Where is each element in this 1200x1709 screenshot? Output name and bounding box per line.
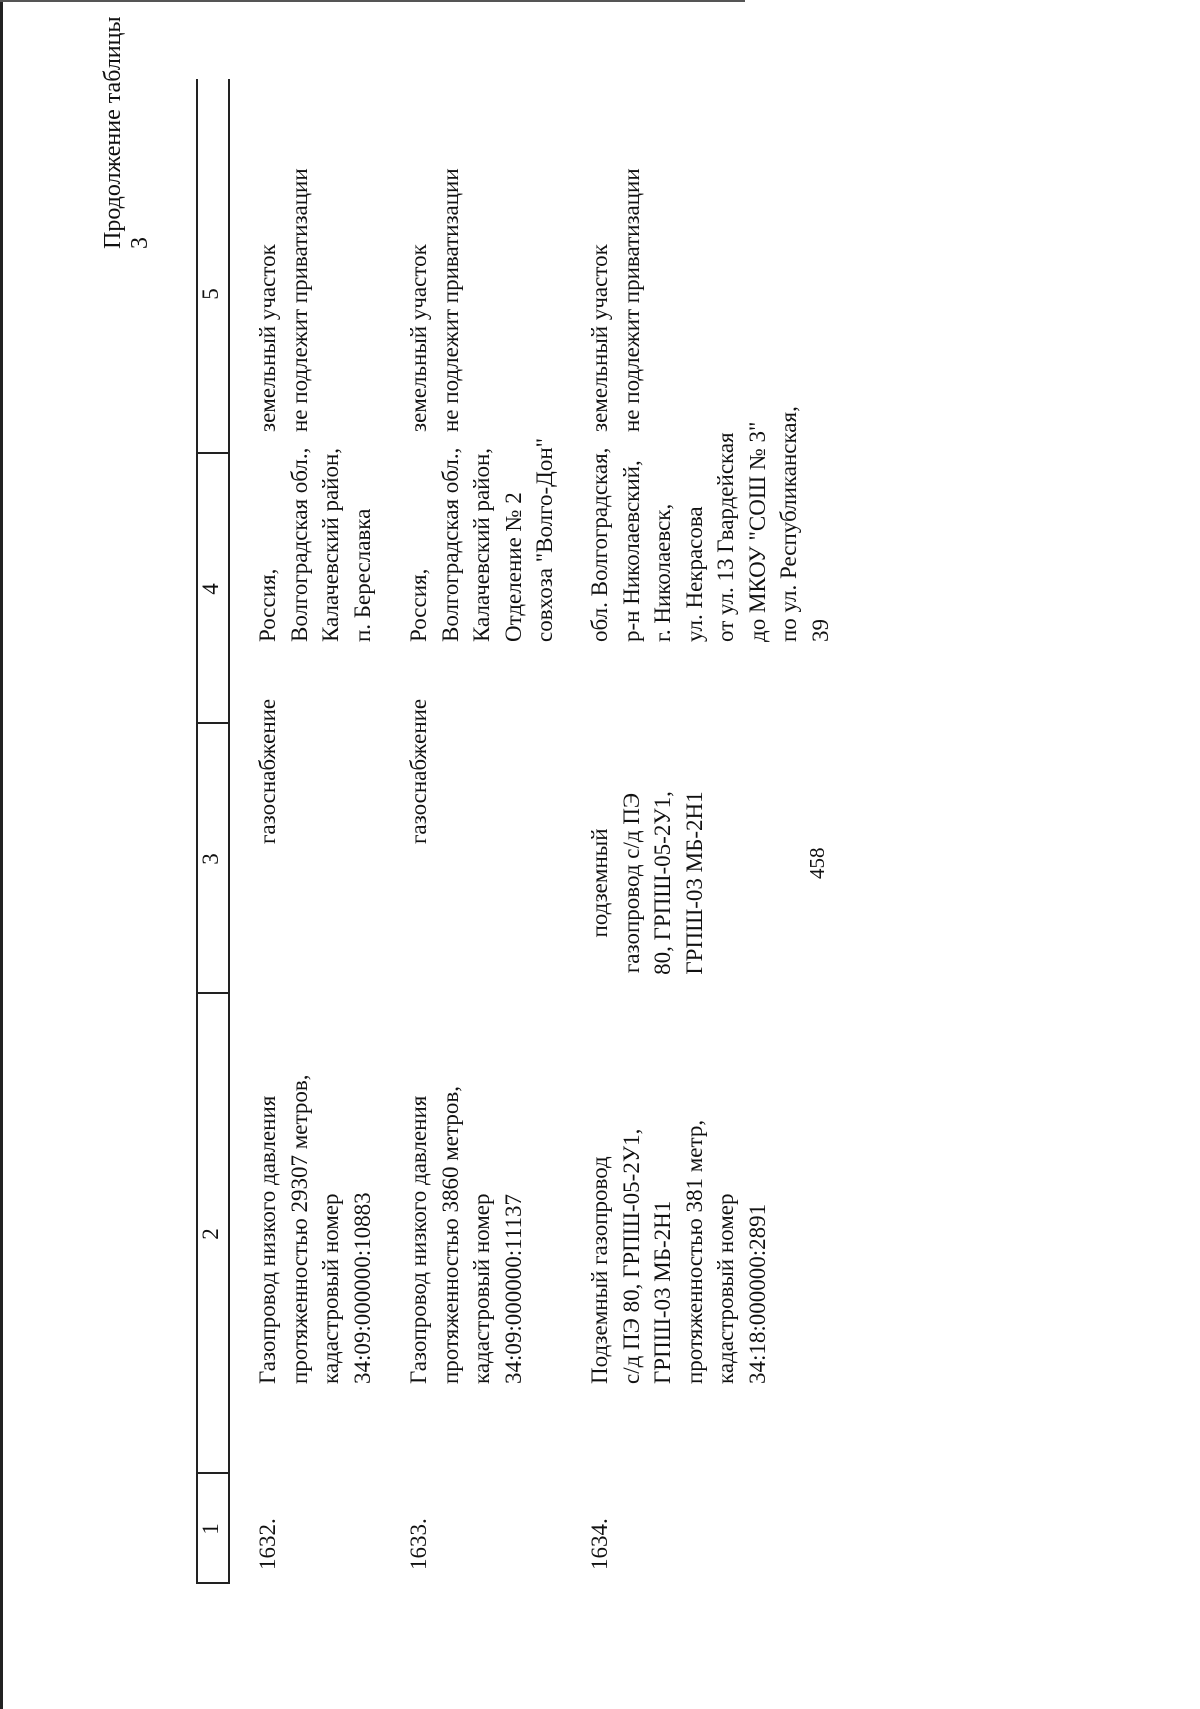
row-1633-number: 1633. <box>406 1518 431 1570</box>
row-1634-address: обл. Волгоградская, р-н Николаевский, г. Николаевск, ул. Некрасова от ул. 13 Гвардейская до МКОУ "СОШ № 3" по ул. Республиканская, 39 <box>587 406 833 642</box>
row-1633-purpose: газоснабжение <box>406 698 431 844</box>
row-1632-number: 1632. <box>255 1518 280 1570</box>
page-number: 458 <box>805 847 829 879</box>
table-continuation-caption: Продолжение таблицы 3 <box>100 16 153 249</box>
row-1632-name: Газопровод низкого давления протяженностью 29307 метров, кадастровый номер 34:09:000000:10883 <box>255 1074 375 1384</box>
header-col-4: 4 <box>198 583 223 595</box>
col-divider-1 <box>196 1473 229 1475</box>
table-header-bottom-rule <box>228 79 230 1584</box>
row-1633-note: земельный участок не подлежит приватизации <box>406 168 463 432</box>
col-divider-0 <box>196 1583 229 1585</box>
header-col-1: 1 <box>198 1523 223 1535</box>
header-col-2: 2 <box>198 1228 223 1240</box>
col-divider-3 <box>196 723 229 725</box>
row-1633-address: Россия, Волгоградская обл., Калачевский район, Отделение № 2 совхоза "Волго-Дон" <box>406 437 557 642</box>
header-col-5: 5 <box>198 288 223 300</box>
row-1632-note: земельный участок не подлежит приватизации <box>255 168 312 432</box>
col-divider-2 <box>196 993 229 995</box>
row-1634-note: земельный участок не подлежит приватизации <box>587 168 644 432</box>
row-1632-address: Россия, Волгоградская обл., Калачевский район, п. Береславка <box>255 447 375 642</box>
row-1634-name: Подземный газопровод с/д ПЭ 80, ГРПШ-05-2У1, ГРПШ-03 МБ-2Н1 протяженностью 381 метр, кадастровый номер 34:18:000000:2891 <box>587 1119 770 1384</box>
header-col-3: 3 <box>198 853 223 865</box>
row-1632-purpose: газоснабжение <box>255 698 280 844</box>
row-1634-number: 1634. <box>587 1518 612 1570</box>
row-1633-name: Газопровод низкого давления протяженностью 3860 метров, кадастровый номер 34:09:000000:11137 <box>406 1086 526 1384</box>
row-1634-purpose: подземный газопровод с/д ПЭ 80, ГРПШ-05-2У1, ГРПШ-03 МБ-2Н1 <box>587 791 707 975</box>
col-divider-4 <box>196 453 229 455</box>
